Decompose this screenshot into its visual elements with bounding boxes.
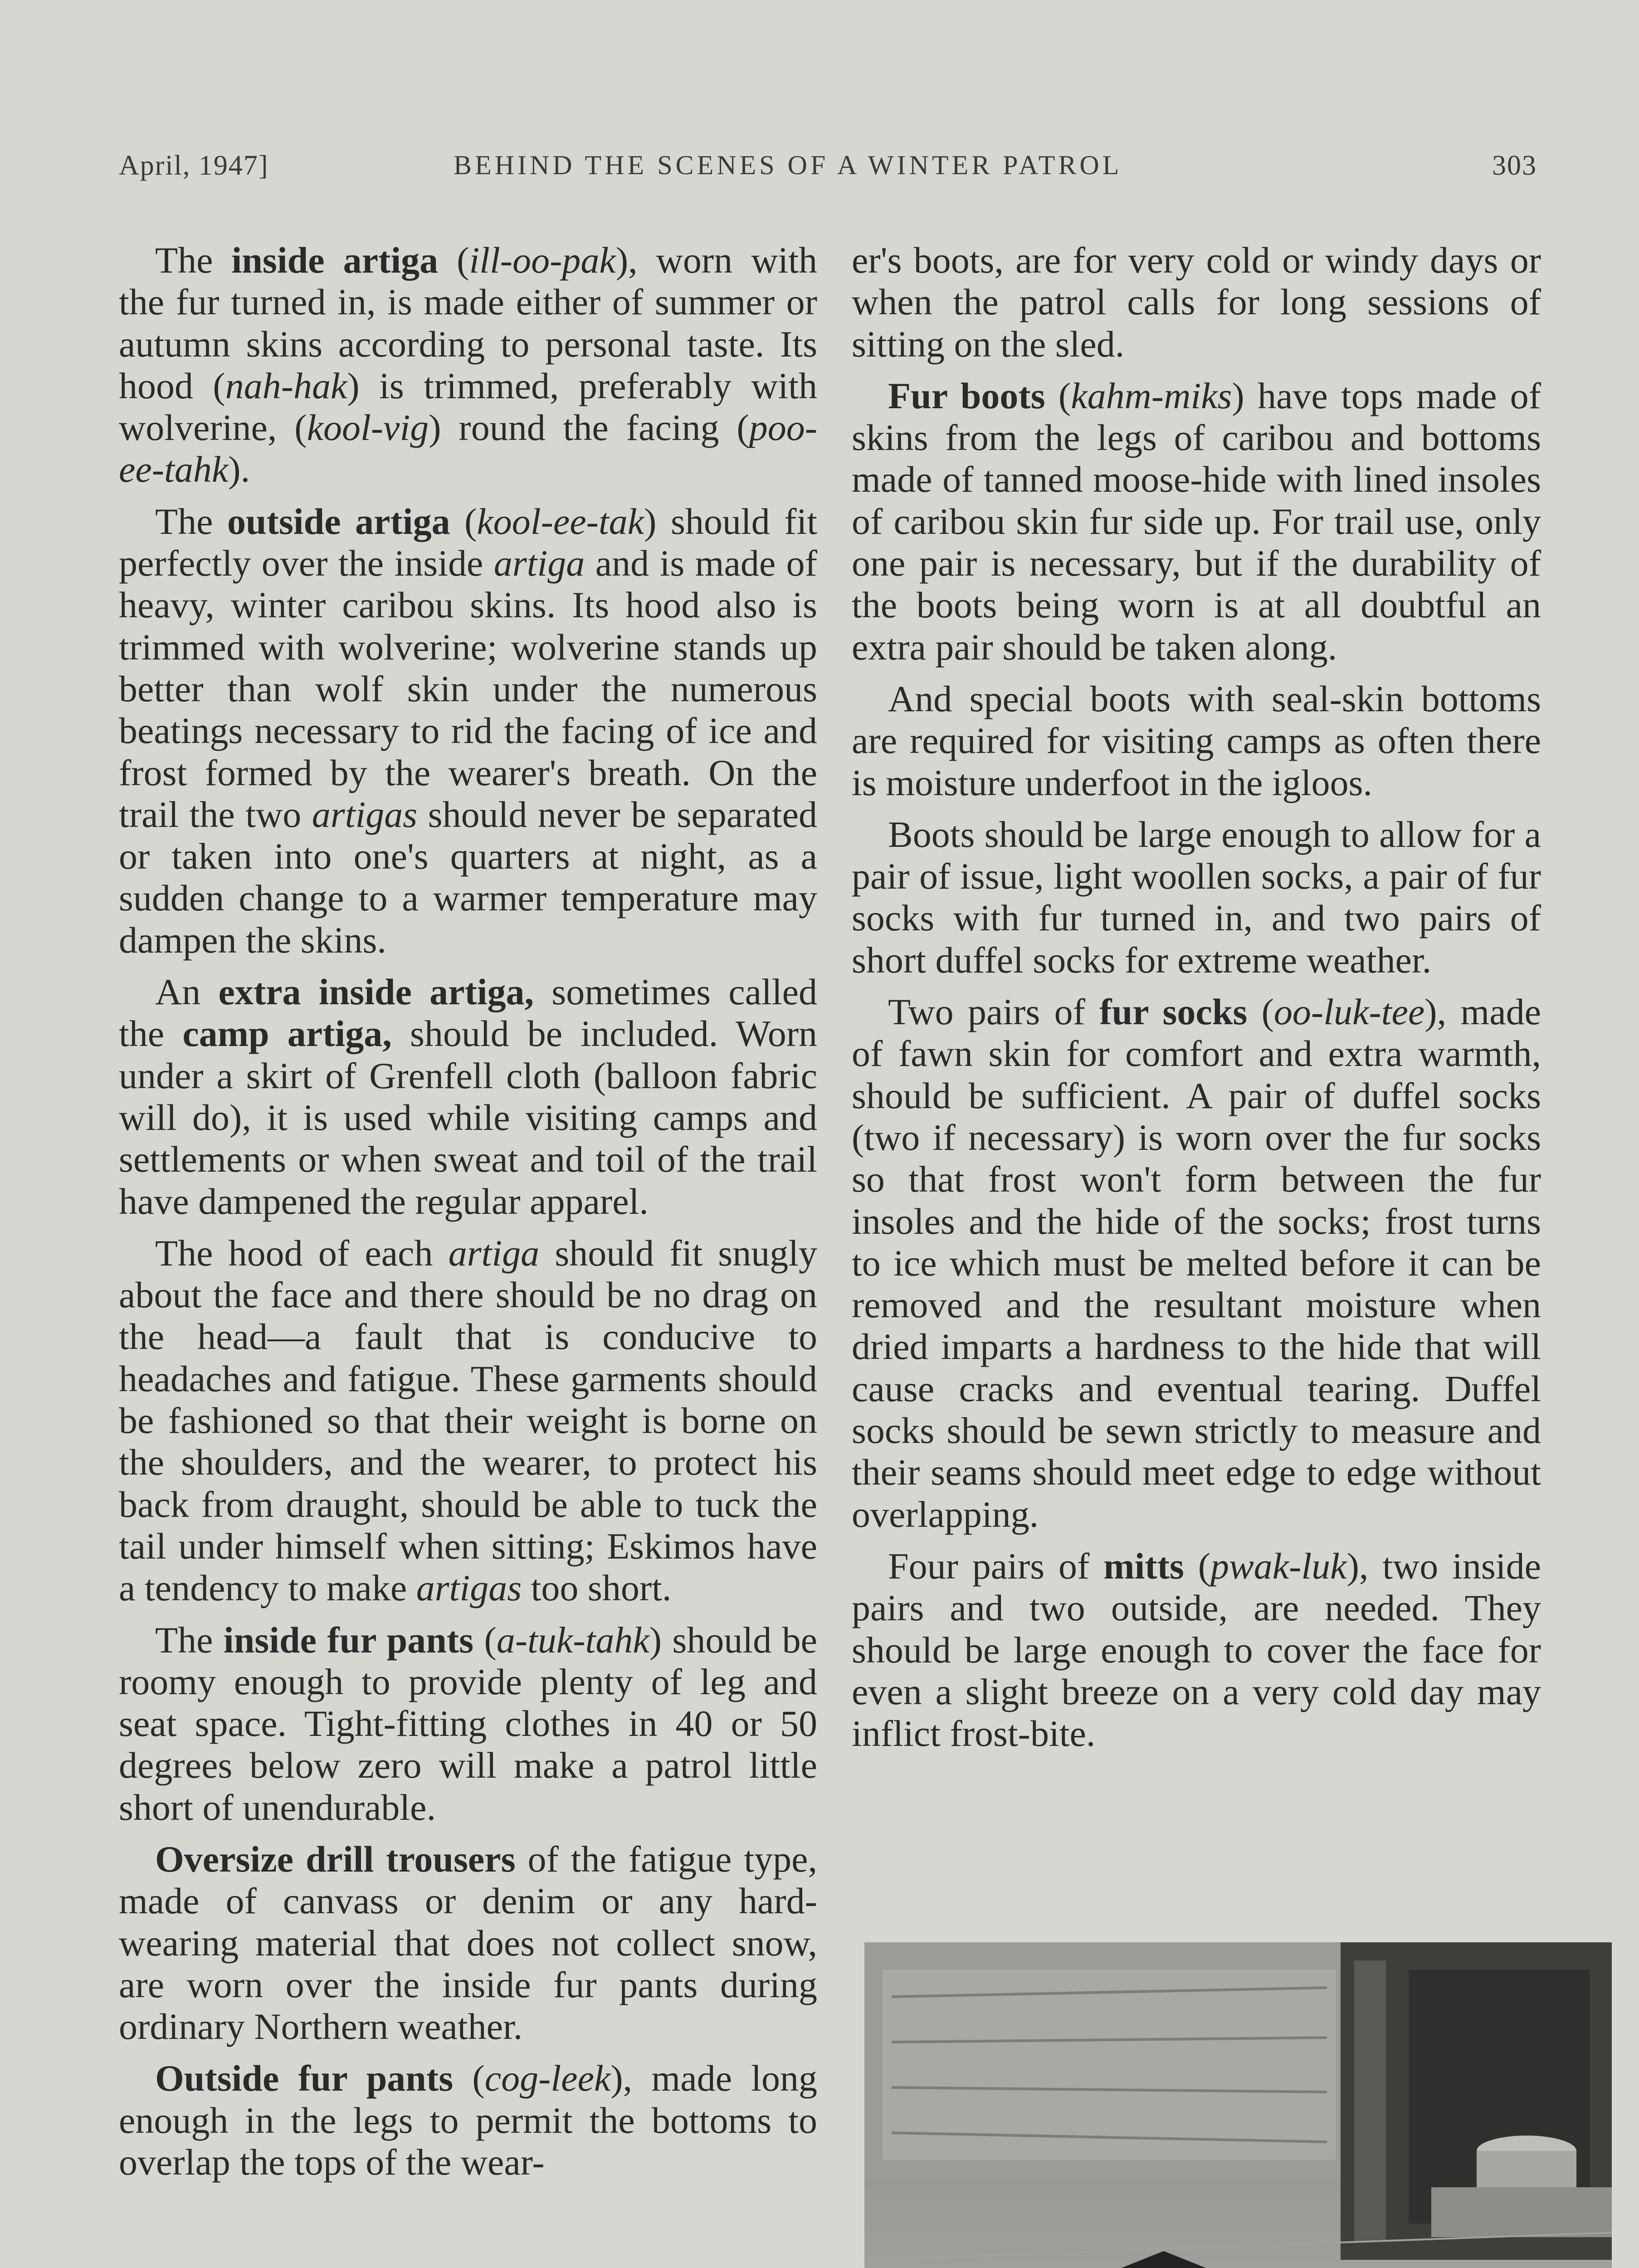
header-date: April, 1947]	[119, 150, 269, 181]
paragraph-inside-fur-pants: The inside fur pants (a-tuk-tahk) should be roomy enough to provide plenty of leg and seat space. Tight-fitting clothes in 40 or 50 degrees below zero will make a patrol little short of unendurable.	[119, 1619, 818, 1828]
right-column	[852, 240, 1541, 1765]
paragraph-outside-fur-pants: Outside fur pants (cog-leek), made long enough in the legs to permit the bottoms to overlap the tops of the wear-	[119, 2058, 818, 2183]
paragraph-continuation: er's boots, are for very cold or windy days or when the patrol calls for long sessions of sitting on the sled.	[852, 240, 1541, 365]
paragraph-drill-trousers: Oversize drill trousers of the fatigue type, made of canvass or denim or any hard-wearing material that does not collect snow, are worn over the inside fur pants during ordinary Northern weather.	[119, 1838, 818, 2048]
left-column	[119, 240, 817, 2193]
paragraph-mitts: Four pairs of mitts (pwak-luk), two inside pairs and two outside, are needed. They should be large enough to cover the face for even a slight breeze on a very cold day may inflict frost-bite.	[852, 1545, 1541, 1755]
uluk-knives-photo	[864, 1942, 1612, 2268]
paragraph-fur-boots: Fur boots (kahm-miks) have tops made of skins from the legs of caribou and bottoms made of tanned moose-hide with lined insoles of caribou skin fur side up. For trail use, only one pair is necessary, but if the durability of the boots being worn is at all doubtful an extra pair should be taken along.	[852, 375, 1541, 668]
paragraph-seal-skin-boots: And special boots with seal-skin bottoms are required for visiting camps as often there is moisture underfoot in the igloos.	[852, 678, 1541, 803]
paragraph-extra-inside-artiga: An extra inside artiga, sometimes called the camp artiga, should be included. Worn under a skirt of Grenfell cloth (balloon fabric will do), it is used while visiting camps and settlements or when sweat and toil of the trail have dampened the regular apparel.	[119, 971, 817, 1222]
paragraph-outside-artiga: The outside artiga (kool-ee-tak) should fit perfectly over the inside artiga and is made of heavy, winter caribou skins. Its hood also is trimmed with wolverine; wolverine stands up better than wolf skin under the numerous beatings necessary to rid the facing of ice and frost formed by the wearer's breath. On the trail the two artigas should never be separated or taken into one's quarters at night, as a sudden change to a warmer temperature may dampen the skins.	[119, 500, 818, 961]
paragraph-boot-size: Boots should be large enough to allow for a pair of issue, light woollen socks, a pair of fur socks with fur turned in, and two pairs of short duffel socks for extreme weather.	[852, 813, 1541, 981]
paragraph-fur-socks: Two pairs of fur socks (oo-luk-tee), made of fawn skin for comfort and extra warmth, should be sufficient. A pair of duffel socks (two if necessary) is worn over the fur socks so that frost won't form between the fur insoles and the hide of the socks; frost turns to ice which must be melted before it can be removed and the resultant moisture when dried imparts a hardness to the hide that will cause cracks and eventual tearing. Duffel socks should be sewn strictly to measure and their seams should meet edge to edge without overlapping.	[852, 991, 1541, 1535]
paragraph-hood: The hood of each artiga should fit snugly about the face and there should be no drag on the head—a fault that is conducive to headaches and fatigue. These garments should be fashioned so that their weight is borne on the shoulders, and the wearer, to protect his back from draught, should be able to tuck the tail under himself when sitting; Eskimos have a tendency to make artigas too short.	[119, 1232, 817, 1609]
paragraph-inside-artiga: The inside artiga (ill-oo-pak), worn with the fur turned in, is made either of summer or autumn skins according to personal taste. Its hood (nah-hak) is trimmed, preferably with wolverine, (kool-vig) round the facing (poo-ee-tahk).	[119, 240, 817, 490]
page-number: 303	[1492, 150, 1537, 181]
header-title: BEHIND THE SCENES OF A WINTER PATROL	[454, 150, 1122, 180]
